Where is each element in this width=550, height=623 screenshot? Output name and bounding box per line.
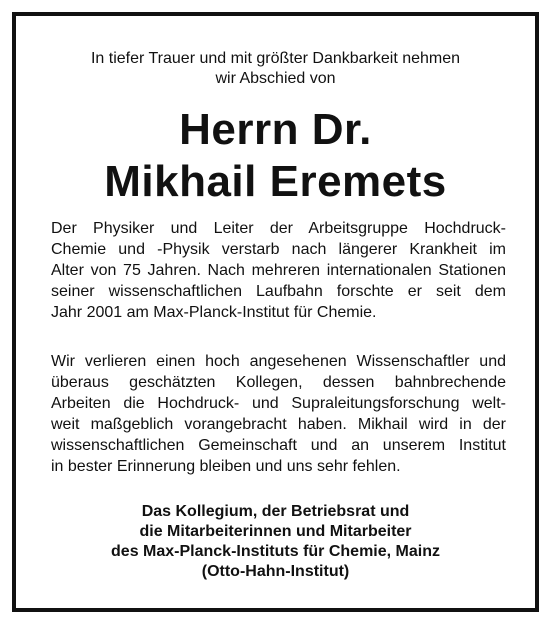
paragraph-line: Arbeiten die Hochdruck- und Supraleitungsforschung welt- bbox=[51, 395, 506, 412]
name-title: Herrn Dr. bbox=[179, 105, 372, 154]
deceased-name bbox=[16, 104, 535, 208]
obituary-notice bbox=[12, 12, 539, 612]
intro-line-1: In tiefer Trauer und mit größter Dankbarkeit nehmen bbox=[90, 50, 461, 67]
paragraph-line: Jahr 2001 am Max-Planck-Institut für Chemie. bbox=[51, 304, 377, 321]
signature-line-2: die Mitarbeiterinnen und Mitarbeiter bbox=[139, 523, 412, 540]
paragraph-line: Der Physiker und Leiter der Arbeitsgruppe Hochdruck- bbox=[51, 220, 506, 237]
paragraph-line: überaus geschätzten Kollegen, dessen bahnbrechende bbox=[51, 374, 506, 391]
paragraph-line: wissenschaftlichen Gemeinschaft und an unserem Institut bbox=[51, 437, 506, 454]
signature-line-4: (Otto-Hahn-Institut) bbox=[201, 563, 350, 580]
intro-text bbox=[16, 49, 535, 89]
name-full: Mikhail Eremets bbox=[104, 157, 447, 206]
signature-line-3: des Max-Planck-Instituts für Chemie, Mainz bbox=[111, 543, 440, 560]
signature-block bbox=[16, 502, 535, 582]
paragraph-line: seiner wissenschaftlichen Laufbahn forschte er seit dem bbox=[51, 283, 506, 300]
signature-line-1: Das Kollegium, der Betriebsrat und bbox=[141, 503, 410, 520]
paragraph-line: Wir verlieren einen hoch angesehenen Wissenschaftler und bbox=[51, 353, 506, 370]
paragraph-line: Chemie und -Physik verstarb nach längerer Krankheit im bbox=[51, 241, 506, 258]
intro-line-2: wir Abschied von bbox=[215, 70, 336, 87]
paragraph-line: weit maßgeblich vorangebracht haben. Mikhail wird in der bbox=[51, 416, 506, 433]
biography-paragraph bbox=[51, 218, 506, 323]
paragraph-line: Alter von 75 Jahren. Nach mehreren internationalen Stationen bbox=[51, 262, 506, 279]
paragraph-line: in bester Erinnerung bleiben und uns sehr fehlen. bbox=[51, 458, 401, 475]
tribute-paragraph bbox=[51, 351, 506, 477]
